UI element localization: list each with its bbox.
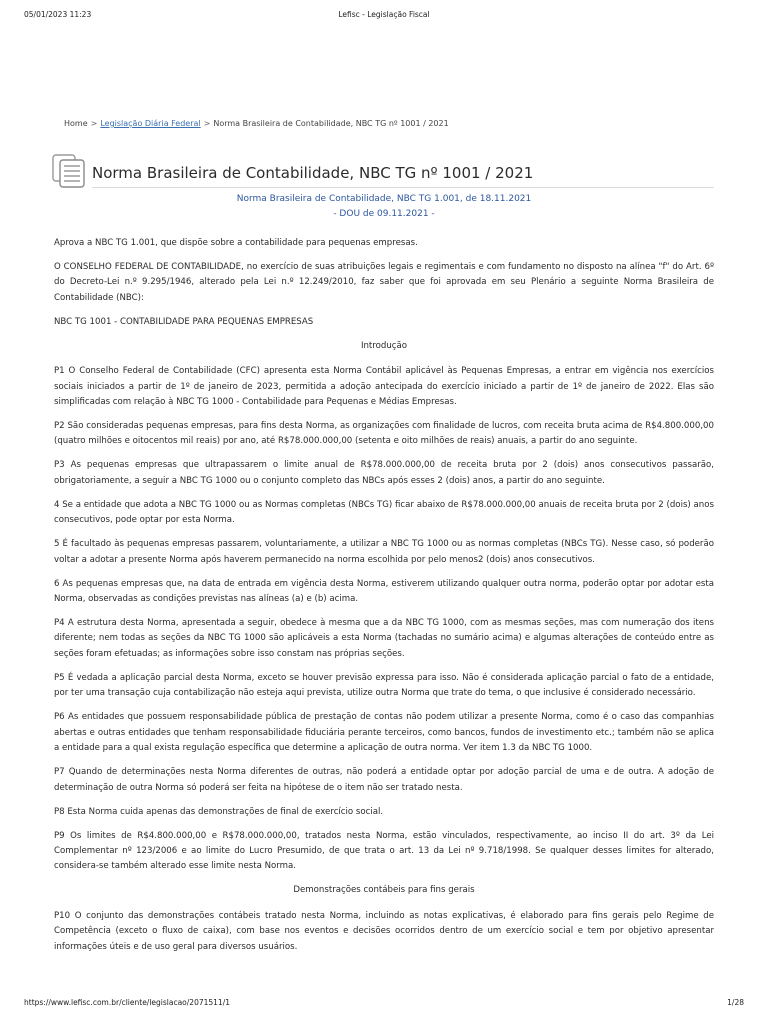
print-header [24,10,744,24]
paragraph-p4: P4 A estrutura desta Norma, apresentada a seguir, obedece à mesma que a da NBC TG 1000, com as mesmas seções, mas com numeração dos itens diferente; nem todas as seções da NBC TG 1000 são aplicáveis a esta Norma (tachadas no sumário acima) e algumas alterações de conteúdo entre as seções foram efetuadas; as informações sobre isso constam nas próprias seções. [54,618,714,659]
document-publication-date: - DOU de 09.11.2021 - [333,209,435,219]
paragraph-p3: P3 As pequenas empresas que ultrapassarem o limite anual de R$78.000.000,00 de receita bruta por 2 (dois) anos consecutivos passarão, obrigatoriamente, a seguir a NBC TG 1000 ou o conjunto completo das NBCs após esses 2 (dois) anos, a partir do ano seguinte. [54,460,714,486]
breadcrumb-link-legislacao[interactable]: Legislação Diária Federal [100,119,201,128]
paragraph-5: 5 É facultado às pequenas empresas passarem, voluntariamente, a utilizar a NBC TG 1000 ou as normas completas (NBCs TG). Nesse caso, só poderão voltar a adotar a presente Norma após haverem permanecido na norma escolhida por pelo menos2 (dois) anos consecutivos. [54,539,714,565]
print-page-title: Lefisc - Legislação Fiscal [338,10,430,19]
paragraph-p8: P8 Esta Norma cuida apenas das demonstrações de final de exercício social. [54,806,384,817]
document-body [54,236,714,964]
paragraph-ementa: Aprova a NBC TG 1.001, que dispõe sobre a contabilidade para pequenas empresas. [54,238,418,248]
section-heading-demonstracoes: Demonstrações contábeis para fins gerais [293,885,475,896]
paragraph-p6: P6 As entidades que possuem responsabilidade pública de prestação de contas não podem utilizar a presente Norma, como é o caso das companhias abertas e outras entidades que tenham responsabilidade fiduciária perante terceiros, como bancos, fundos de investimento etc.; também não se aplica a entidade para a qual exista regulação específica que determine a aplicação de outra norma. Ver item 1.3 da NBC TG 1000. [54,712,714,754]
print-page-number: 1/28 [727,998,744,1007]
document-stack-icon [52,154,86,188]
paragraph-p7: P7 Quando de determinações nesta Norma diferentes de outras, não poderá a entidade optar por adoção parcial de uma e de outra. A adoção de determinação de outra Norma só poderá ser feita na hipótese de o item não ser tratado nesta. [54,767,714,793]
document-subtitle: Norma Brasileira de Contabilidade, NBC TG 1.001, de 18.11.2021 [236,194,532,204]
print-url: https://www.lefisc.com.br/cliente/legislacao/2071511/1 [24,998,230,1007]
paragraph-p1: P1 O Conselho Federal de Contabilidade (CFC) apresenta esta Norma Contábil aplicável às Pequenas Empresas, a entrar em vigência nos exercícios sociais iniciados a partir de 1º de janeiro de 2023, permitida a adoção antecipada do exercício iniciado a partir de 1º de janeiro de 2022. Elas são simplificadas com relação à NBC TG 1000 - Contabilidade para Pequenas e Médias Empresas. [54,366,714,408]
paragraph-p10: P10 O conjunto das demonstrações contábeis tratado nesta Norma, incluindo as notas explicativas, é elaborado para fins gerais pelo Regime de Competência (exceto o fluxo de caixa), com base nos eventos e decisões ocorridos dentro de um exercício social e tem por objetivo apresentar informações úteis e de uso geral para diversos usuários. [54,910,714,952]
print-datetime: 05/01/2023 11:23 [24,10,92,19]
paragraph-norma-title: NBC TG 1001 - CONTABILIDADE PARA PEQUENAS EMPRESAS [54,316,314,327]
paragraph-6: 6 As pequenas empresas que, na data de entrada em vigência desta Norma, estiverem utilizando qualquer outra norma, poderão optar por adotar esta Norma, observadas as condições previstas nas alíneas (a) e (b) acima. [54,578,714,605]
paragraph-p2: P2 São consideradas pequenas empresas, para fins desta Norma, as organizações com finalidade de lucros, com receita bruta acima de R$4.800.000,00 (quatro milhões e oitocentos mil reais) por ano, até R$78.000.000,00 (setenta e oito milhões de reais) anuais, a partir do ano seguinte. [54,421,714,447]
breadcrumb-home[interactable]: Home [64,119,88,128]
breadcrumb-separator: > [90,119,98,128]
document-title: Norma Brasileira de Contabilidade, NBC TG nº 1001 / 2021 [92,164,534,182]
print-footer [24,998,744,1010]
breadcrumb-separator: > [203,119,211,128]
title-divider [92,187,714,188]
section-heading-introducao: Introdução [360,340,408,351]
breadcrumb [64,119,449,128]
paragraph-4: 4 Se a entidade que adota a NBC TG 1000 ou as Normas completas (NBCs TG) ficar abaixo de R$78.000.000,00 anuais de receita bruta por 2 (dois) anos consecutivos, pode optar por esta Norma. [54,499,714,526]
paragraph-p9: P9 Os limites de R$4.800.000,00 e R$78.000.000,00, tratados nesta Norma, estão vinculados, respectivamente, ao inciso II do art. 3º da Lei Complementar nº 123/2006 e ao limite do Lucro Presumido, de que trata o art. 13 da Lei nº 9.718/1998. Se qualquer desses limites for alterado, considera-se também alterado esse limite nesta Norma. [54,830,714,872]
paragraph-preambulo: O CONSELHO FEDERAL DE CONTABILIDADE, no exercício de suas atribuições legais e regimentais e com fundamento no disposto na alínea "f" do Art. 6º do Decreto-Lei n.º 9.295/1946, alterado pela Lei n.º 12.249/2010, faz saber que foi aprovada em seu Plenário a seguinte Norma Brasileira de Contabilidade (NBC): [54,262,714,303]
paragraph-p5: P5 É vedada a aplicação parcial desta Norma, exceto se houver previsão expressa para isso. Não é considerada aplicação parcial o fato de a entidade, por ter uma transação cuja contabilização não esteja aqui prevista, utilize outra Norma que trate do tema, o que inclusive é considerado necessário. [54,672,714,699]
breadcrumb-current: Norma Brasileira de Contabilidade, NBC TG nº 1001 / 2021 [213,119,449,128]
